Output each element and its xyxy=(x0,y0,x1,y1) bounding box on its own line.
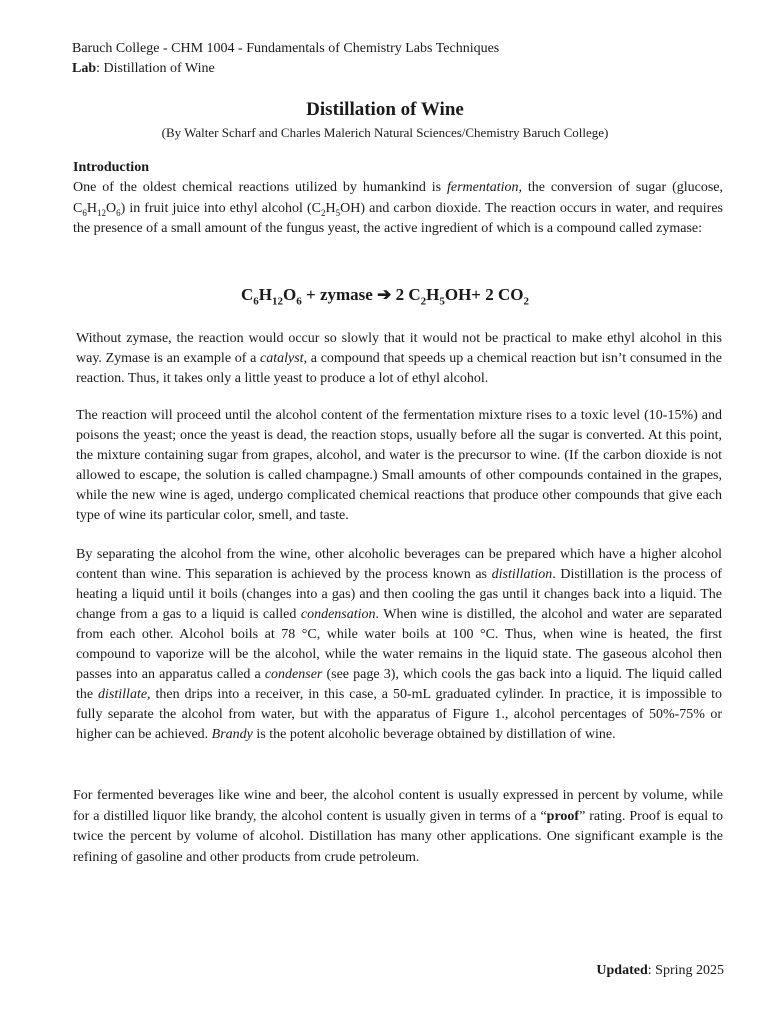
eq-part: H xyxy=(426,285,440,304)
paragraph-distillation xyxy=(76,545,722,745)
eq-part: 2 C xyxy=(391,285,421,304)
term-distillation: distillation xyxy=(491,567,553,582)
course-header xyxy=(72,39,499,79)
text-run: By separating the alcohol from the wine, other alcoholic beverages can be prepared which have a higher alcohol content than wine. This separation is achieved by the process known as xyxy=(76,547,722,582)
subscript: 6 xyxy=(82,207,87,218)
eq-part: H xyxy=(258,285,273,304)
lab-label: Lab xyxy=(72,61,97,76)
term-brandy: Brandy xyxy=(211,727,253,742)
text-run: , a compound that speeds up a chemical reaction but isn’t consumed in the reaction. Thus, it takes only a little yeast to produce a lot of ethyl alcohol. xyxy=(76,351,722,386)
lab-value: : Distillation of Wine xyxy=(96,61,215,76)
introduction-heading: Introduction xyxy=(73,160,149,175)
subscript: 5 xyxy=(335,207,341,218)
lab-line xyxy=(72,59,499,79)
text-run: ) in fruit juice into ethyl alcohol (C xyxy=(120,200,322,216)
eq-part: O xyxy=(283,285,297,304)
introduction-paragraph xyxy=(73,178,723,240)
text-run: Without zymase, the reaction would occur so slowly that it would not be practical to make ethyl alcohol in this way. Zymase is an example of a xyxy=(76,331,722,366)
text-run: H xyxy=(325,200,336,216)
course-line: Baruch College - CHM 1004 - Fundamentals of Chemistry Labs Techniques xyxy=(72,41,500,56)
term-distillate: distillate xyxy=(98,687,148,702)
eq-subscript: 6 xyxy=(296,295,302,308)
eq-part: OH+ 2 CO xyxy=(444,285,524,304)
paragraph-zymase xyxy=(76,329,722,389)
eq-subscript: 6 xyxy=(253,295,259,308)
subscript: 2 xyxy=(321,207,326,218)
text-run: For fermented beverages like wine and beer, the alcohol content is usually expressed in percent by volume, while for a distilled liquor like brandy, the alcohol content is usually given in terms of a “ xyxy=(73,788,723,824)
eq-part: C xyxy=(241,285,254,304)
term-catalyst: catalyst xyxy=(260,351,304,366)
eq-part: + zymase xyxy=(301,285,378,304)
text-run: H xyxy=(86,200,97,216)
text-run: O xyxy=(105,200,117,216)
updated-label: Updated xyxy=(596,963,648,978)
text-run: OH) and carbon dioxide. The reaction occurs in water, and requires the presence of a small amount of the fungus yeast, the active ingredient of which is a compound called zymase: xyxy=(73,200,723,236)
eq-subscript: 12 xyxy=(272,295,284,308)
eq-subscript: 2 xyxy=(523,295,529,308)
text-run: ” rating. Proof is equal to twice the percent by volume of alcohol. Distillation has many other applications. One significant example is the refining of gasoline and other products from crude petroleum. xyxy=(73,808,723,865)
paragraph-proof xyxy=(73,786,723,868)
updated-value: : Spring 2025 xyxy=(647,963,724,978)
byline: (By Walter Scharf and Charles Malerich Natural Sciences/Chemistry Baruch College) xyxy=(161,125,609,140)
eq-subscript: 2 xyxy=(420,295,427,308)
text-run: , then drips into a receiver, in this case, a 50-mL graduated cylinder. In practice, it is impossible to fully separate the alcohol from water, but with the apparatus of Figure 1., alcohol percentages of 50%-75% or higher can be achieved. xyxy=(76,687,722,742)
fermentation-equation xyxy=(0,283,770,307)
text-run: the conversion of sugar (glucose, C xyxy=(73,180,723,216)
text-run: . When wine is distilled, the alcohol and water are separated from each other. Alcohol boils at 78 °C, while water boils at 100 °C. Thus, when wine is heated, the first compound to vaporize will be the alcohol, while the water remains in the liquid state. The gaseous alcohol then passes into an apparatus called a xyxy=(76,607,723,682)
arrow-right-icon: ➔ xyxy=(377,285,392,304)
term-fermentation: fermentation, xyxy=(446,180,523,195)
introduction-section xyxy=(73,158,723,240)
subscript: 6 xyxy=(116,207,121,218)
updated-footer xyxy=(596,961,724,981)
eq-subscript: 5 xyxy=(439,295,445,308)
subscript: 12 xyxy=(96,207,106,218)
paragraph-reaction: The reaction will proceed until the alcohol content of the fermentation mixture rises to a toxic level (10-15%) and poisons the yeast; once the yeast is dead, the reaction stops, usually before all the sugar is converted. At this point, the mixture containing sugar from grapes, alcohol, and water is the precursor to wine. (If the carbon dioxide is not allowed to escape, the solution is called champagne.) Small amounts of other compounds contained in the grapes, while the new wine is aged, undergo complicated chemical reactions that produce other compounds that give each type of wine its particular color, smell, and taste. xyxy=(76,408,722,523)
text-run: . Distillation is the process of heating a liquid until it boils (changes into a gas) and then cooling the gas until it changes back into a liquid. The change from a gas to a liquid is called xyxy=(76,567,722,622)
page-title: Distillation of Wine xyxy=(306,99,464,120)
term-condensation: condensation xyxy=(300,607,376,622)
text-run: is the potent alcoholic beverage obtained by distillation of wine. xyxy=(252,727,616,742)
term-condenser: condenser xyxy=(264,667,323,682)
text-run: One of the oldest chemical reactions utilized by humankind is xyxy=(73,180,447,195)
text-run: (see page 3), which cools the gas back into a liquid. The liquid called the xyxy=(76,667,722,702)
term-proof: proof xyxy=(546,808,580,824)
